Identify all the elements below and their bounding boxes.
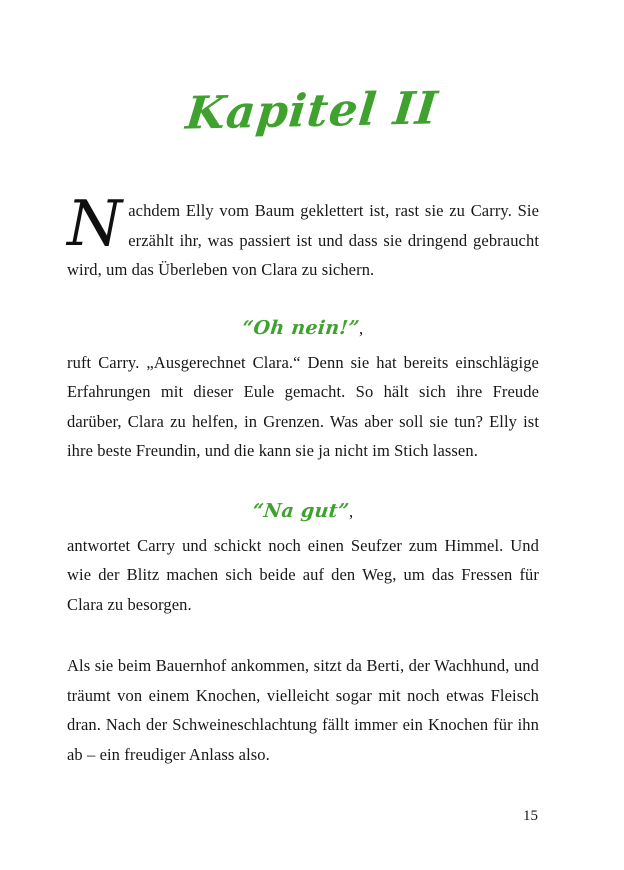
quote-1-script: “Oh nein!” [241,316,361,339]
paragraph-4: Als sie beim Bauernhof ankommen, sitzt da Berti, der Wachhund, und träumt von einem Knochen, vielleicht sogar mit noch etwas Fleisch dran. Nach der Schweineschlachtung fällt immer ein Knochen für ihn ab – ein freudiger Anlass also. [67,656,539,764]
paragraph-2: ruft Carry. „Ausgerechnet Clara.“ Denn sie hat bereits einschlägige Erfahrungen mit dieser Eule gemacht. So hält sich ihre Freude darüber, Clara zu helfen, in Grenzen. Was aber soll sie tun? Elly ist ihre beste Freundin, und die kann sie ja nicht im Stich lassen. [67,352,539,460]
quote-2-tail: , [348,501,354,521]
quote-2-script: “Na gut” [251,499,351,522]
spacer [67,466,539,498]
paragraph-1 [67,187,539,285]
quote-1 [66,315,541,342]
quote-1-tail: , [359,318,364,338]
drop-cap: N [67,187,123,260]
quote-2 [66,498,541,525]
paragraph-3: antwortet Carry und schickt noch einen Seufzer zum Himmel. Und wie der Blitz machen sich beide auf den Weg, um das Fressen für Clara zu besorgen. [67,535,539,614]
spacer [67,619,539,651]
spacer [67,285,539,315]
page-number: 15 [523,808,538,824]
chapter-title: Kapitel II [183,81,441,140]
paragraph-1-text: achdem Elly vom Baum geklettert ist, rast sie zu Carry. Sie erzählt ihr, was passiert ist und dass sie dringend gebraucht wird, um das Überleben von Clara zu sichern. [67,201,539,279]
page-content [67,187,539,769]
